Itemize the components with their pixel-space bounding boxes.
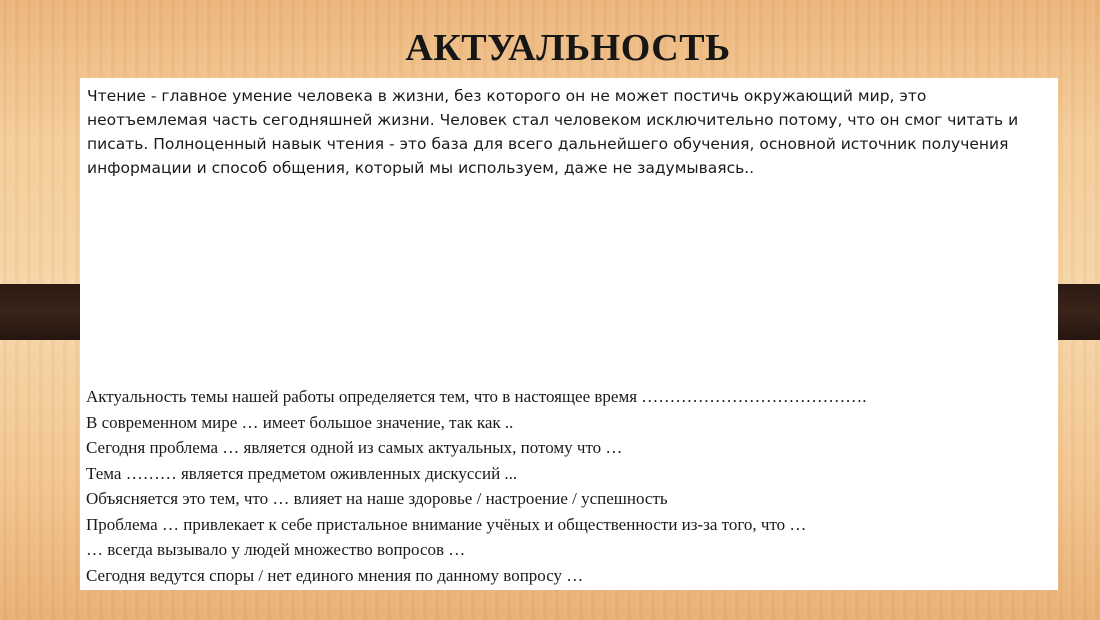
list-item: Объясняется это тем, что … влияет на наше здоровье / настроение / успешность [86, 489, 668, 508]
list-item: … всегда вызывало у людей множество вопросов … [86, 540, 466, 559]
list-item: Проблема … привлекает к себе пристальное внимание учёных и общественности из-за того, что … [86, 514, 807, 534]
content-panel [80, 78, 1058, 590]
list-item: Сегодня проблема … является одной из самых актуальных, потому что … [86, 438, 623, 457]
list-item: Тема ……… является предметом оживленных дискуссий ... [86, 463, 518, 483]
intro-paragraph: Чтение - главное умение человека в жизни, без которого он не может постичь окружающий мир, это неотъемлемая часть сегодняшней жизни. Человек стал человеком исключительно потому, что он смог читать и писать. Полноценный навык чтения - это база для всего дальнейшего обучения, основной источник получения информации и способ общения, который мы используем, даже не задумываясь.. [87, 87, 1019, 177]
phrase-list [86, 384, 867, 588]
list-item: Сегодня ведутся споры / нет единого мнения по данному вопросу … [86, 565, 584, 585]
dark-stripe-left [0, 284, 80, 340]
list-item: В современном мире … имеет большое значение, так как .. [86, 412, 514, 432]
dark-stripe-right [1058, 284, 1100, 340]
slide-title: АКТУАЛЬНОСТЬ [405, 27, 731, 69]
list-item: Актуальность темы нашей работы определяется тем, что в настоящее время …………………………………. [86, 387, 867, 406]
